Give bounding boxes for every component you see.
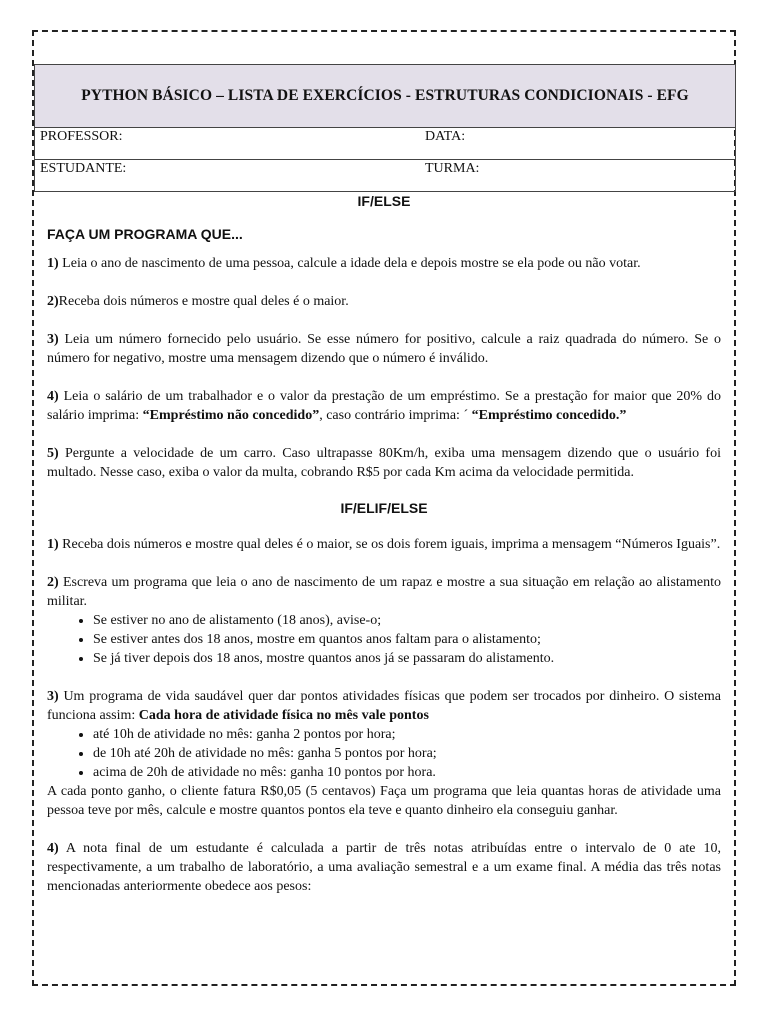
exercise-1-4: 4) Leia o salário de um trabalhador e o valor da prestação de um empréstimo. Se a prestação for maior que 20% do salário imprima: “Empréstimo não concedido”, caso contrário imprima: ´ “Empréstimo concedido.” [47,389,721,423]
info-row-professor [34,128,736,160]
list-item: • Se estiver no ano de alistamento (18 anos), avise-o; [93,611,721,630]
exercise-2-3: 3) Um programa de vida saudável quer dar pontos atividades físicas que podem ser trocados por dinheiro. O sistema funciona assim: Cada hora de atividade física no mês vale pontos [47,689,721,723]
intro-heading: FAÇA UM PROGRAMA QUE... [47,226,243,242]
list-item: • acima de 20h de atividade no mês: ganha 10 pontos por hora. [93,763,721,782]
professor-label: PROFESSOR: [40,129,123,144]
document-body [47,192,721,896]
exercise-2-3-continuation: A cada ponto ganho, o cliente fatura R$0,05 (5 centavos) Faça um programa que leia quantas horas de atividade uma pessoa teve por mês, calcule e mostre quantos pontos ela teve e quanto dinheiro ela conseguiu ganhar. [47,784,721,818]
list-item: • de 10h até 20h de atividade no mês: ganha 5 pontos por hora; [93,744,721,763]
estudante-label: ESTUDANTE: [40,161,127,176]
exercise-1-1: 1) Leia o ano de nascimento de uma pessoa, calcule a idade dela e depois mostre se ela pode ou não votar. [47,256,641,271]
info-row-estudante [34,160,736,192]
exercise-2-1: 1) Receba dois números e mostre qual deles é o maior, se os dois forem iguais, imprima a mensagem “Números Iguais”. [47,537,721,552]
exercise-2-4: 4) A nota final de um estudante é calculada a partir de três notas atribuídas entre o intervalo de 0 ate 10, respectivamente, a um trabalho de laboratório, a uma avaliação semestral e a um exame final. A média das três notas mencionadas anteriormente obedece aos pesos: [47,841,721,894]
exercise-2-2-list [47,611,721,668]
exercise-2-3-list [47,725,721,782]
exercise-1-2: 2)Receba dois números e mostre qual deles é o maior. [47,294,349,309]
section-heading-if-else: IF/ELSE [357,193,411,209]
section-heading-if-elif-else: IF/ELIF/ELSE [340,500,428,516]
document-title: PYTHON BÁSICO – LISTA DE EXERCÍCIOS - ESTRUTURAS CONDICIONAIS - EFG [81,87,689,104]
turma-label: TURMA: [425,161,480,176]
exercise-1-5: 5) Pergunte a velocidade de um carro. Caso ultrapasse 80Km/h, exiba uma mensagem dizendo que o usuário foi multado. Nesse caso, exiba o valor da multa, cobrando R$5 por cada Km acima da velocidade permitida. [47,446,721,480]
list-item: • Se já tiver depois dos 18 anos, mostre quantos anos já se passaram do alistamento. [93,649,721,668]
exercise-2-2: 2) Escreva um programa que leia o ano de nascimento de um rapaz e mostre a sua situação em relação ao alistamento militar. [47,575,721,609]
list-item: • Se estiver antes dos 18 anos, mostre em quantos anos faltam para o alistamento; [93,630,721,649]
title-box [34,64,736,128]
list-item: • até 10h de atividade no mês: ganha 2 pontos por hora; [93,725,721,744]
exercise-1-3: 3) Leia um número fornecido pelo usuário. Se esse número for positivo, calcule a raiz quadrada do número. Se o número for negativo, mostre uma mensagem dizendo que o número é inválido. [47,332,721,366]
data-label: DATA: [425,129,466,144]
